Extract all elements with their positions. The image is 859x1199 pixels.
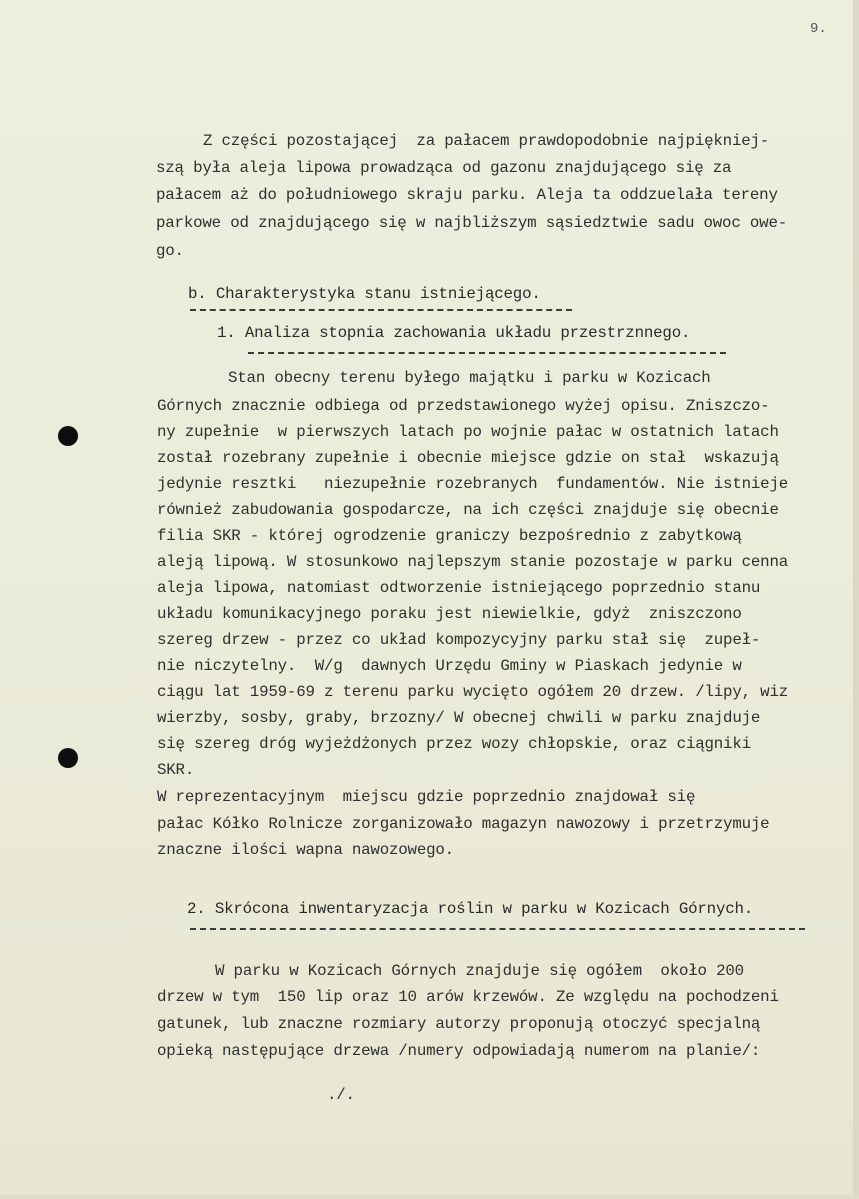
body-line: W reprezentacyjnym miejscu gdzie poprzednio znajdował się [157,788,696,806]
body-line: znaczne ilości wapna nawozowego. [157,841,454,859]
body-line: aleja lipowa, natomiast odtworzenie istniejącego poprzednio stanu [157,579,761,597]
subsection-1-heading-underline [248,352,726,354]
body-line: wierzby, sosby, graby, brzozny/ W obecnej chwili w parku znajduje [157,709,761,727]
intro-line: szą była aleja lipowa prowadząca od gazonu znajdującego się za [156,159,732,177]
body-line: układu komunikacyjnego poraku jest niewielkie, gdyż zniszczono [157,605,742,623]
body-line: ny zupełnie w pierwszych latach po wojnie pałac w ostatnich latach [157,423,779,441]
intro-line: parkowe od znajdującego się w najbliższym sąsiedztwie sadu owoc owe- [156,214,788,232]
body-line: ciągu lat 1959-69 z terenu parku wycięto ogółem 20 drzew. /lipy, wiz [157,683,789,701]
body-line: jedynie resztki niezupełnie rozebranych fundamentów. Nie istnieje [157,475,789,493]
body-line: W parku w Kozicach Górnych znajduje się ogółem około 200 [215,962,744,980]
continuation-mark: ./. [327,1086,355,1104]
intro-line: Z części pozostającej za pałacem prawdopodobnie najpiękniej- [203,132,770,150]
body-line: gatunek, lub znaczne rozmiary autorzy proponują otoczyć specjalną [157,1015,761,1033]
body-line: nie niczytelny. W/g dawnych Urzędu Gminy w Piaskach jedynie w [157,657,742,675]
body-line: SKR. [157,761,195,779]
body-line: aleją lipową. W stosunkowo najlepszym stanie pozostaje w parku cenna [157,553,789,571]
intro-line: go. [156,242,184,260]
subsection-2-heading: 2. Skrócona inwentaryzacja roślin w parku w Kozicach Górnych. [187,900,754,918]
punch-hole-icon [58,748,78,768]
page-edge-shadow [853,0,859,1199]
body-line: drzew w tym 150 lip oraz 10 arów krzewów. Ze względu na pochodzeni [157,988,779,1006]
body-line: się szereg dróg wyjeżdżonych przez wozy chłopskie, oraz ciągniki [157,735,751,753]
subsection-2-heading-underline [190,928,805,930]
subsection-1-heading: 1. Analiza stopnia zachowania układu przestrznnego. [217,324,691,342]
page-number: 9. [810,21,827,37]
section-b-heading: b. Charakterystyka stanu istniejącego. [188,285,541,303]
body-line: szereg drzew - przez co układ kompozycyjny parku stał się zupeł- [157,631,761,649]
section-b-heading-underline [190,309,572,311]
body-line: Górnych znacznie odbiega od przedstawionego wyżej opisu. Zniszczo- [157,397,770,415]
punch-hole-icon [58,426,78,446]
intro-line: pałacem aż do południowego skraju parku. Aleja ta oddzuelała tereny [156,186,778,204]
body-line: opieką następujące drzewa /numery odpowiadają numerom na planie/: [157,1042,761,1060]
body-line: pałac Kółko Rolnicze zorganizowało magazyn nawozowy i przetrzymuje [157,815,770,833]
body-line: został rozebrany zupełnie i obecnie miejsce gdzie on stał wskazują [157,449,779,467]
body-line: również zabudowania gospodarcze, na ich części znajduje się obecnie [157,501,779,519]
body-line: filia SKR - której ogrodzenie graniczy bezpośrednio z zabytkową [157,527,742,545]
body-line: Stan obecny terenu byłego majątku i parku w Kozicach [228,369,711,387]
page-bottom-edge [0,1195,859,1199]
